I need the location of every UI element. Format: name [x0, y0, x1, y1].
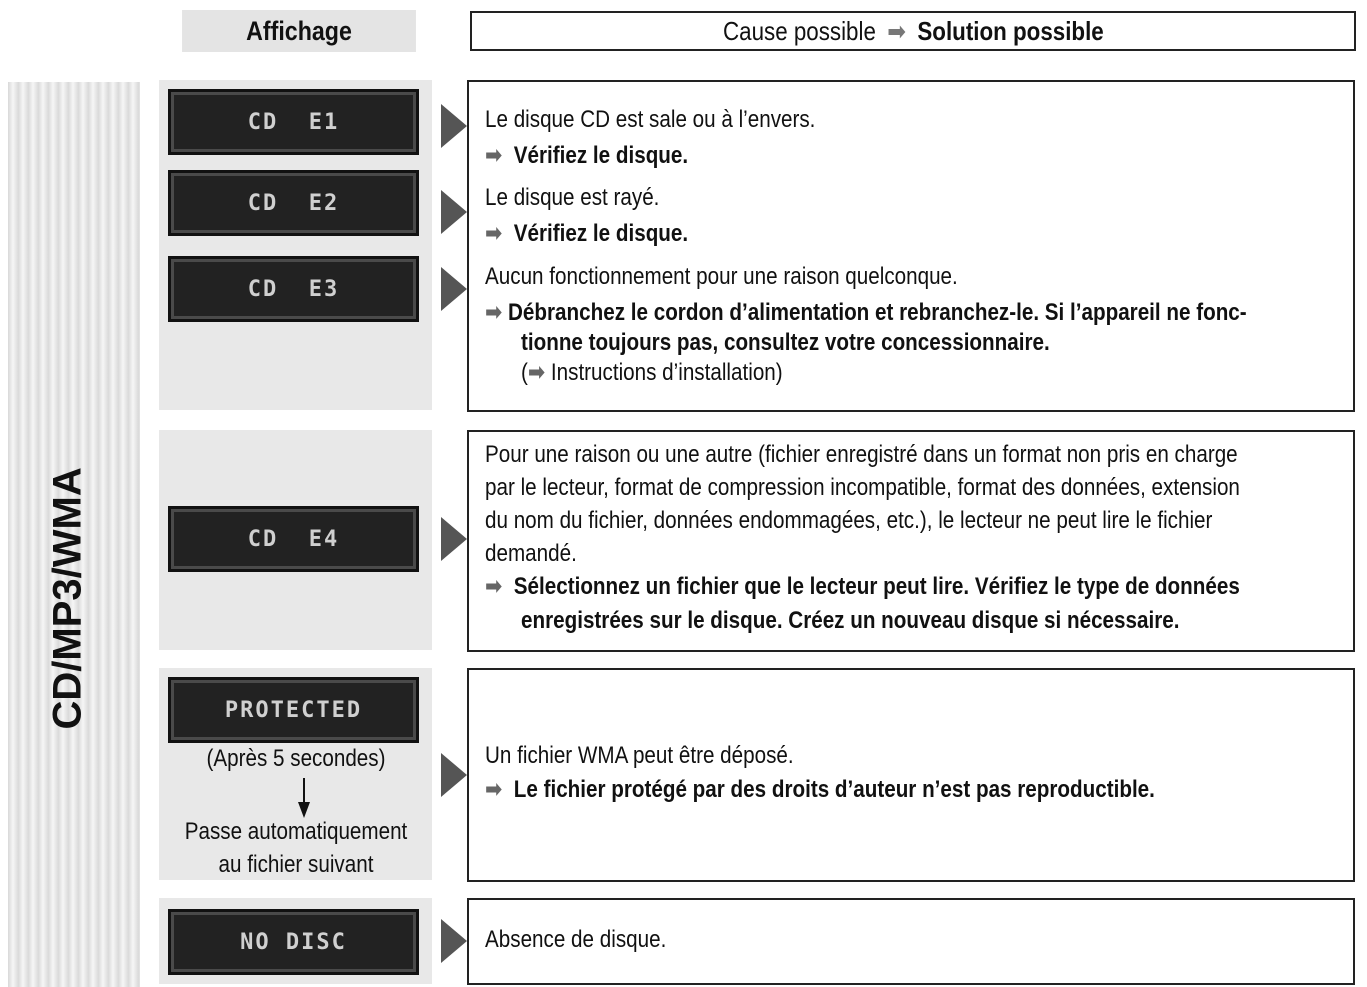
right-arrow-icon: ➡	[485, 220, 503, 247]
reference-text: Instructions d’installation)	[545, 359, 783, 386]
triangle-pointer-icon	[441, 267, 467, 311]
lcd-display-e1: CD E1	[168, 89, 419, 155]
triangle-pointer-icon	[441, 190, 467, 234]
display-column-header	[182, 10, 416, 52]
solution-e1-text: Vérifiez le disque.	[513, 142, 689, 169]
solution-e2-text: Vérifiez le disque.	[513, 220, 689, 247]
triangle-pointer-icon	[441, 753, 467, 797]
triangle-pointer-icon	[441, 517, 467, 561]
display-header-label: Affichage	[246, 15, 352, 46]
solution-box-protected	[467, 668, 1355, 882]
right-arrow-icon: ➡	[485, 776, 503, 803]
category-label: CD/MP3/WMA	[45, 467, 90, 730]
solution-e1	[485, 142, 688, 170]
cause-e4-line4: demandé.	[485, 540, 577, 567]
solution-e3-text-1: Débranchez le cordon d’alimentation et rebranchez-le. Si l’appareil ne fonc-	[508, 299, 1247, 326]
lcd-display-nodisc: NO DISC	[168, 909, 419, 975]
lcd-display-e4: CD E4	[168, 506, 419, 572]
protected-auto-note-line2: au fichier suivant	[218, 851, 374, 878]
cause-e2: Le disque est rayé.	[485, 184, 660, 211]
reference-e3	[521, 359, 783, 387]
down-arrow-icon	[297, 778, 311, 818]
triangle-pointer-icon	[441, 919, 467, 963]
solution-e3-text-2: tionne toujours pas, consultez votre concessionnaire.	[521, 329, 1050, 356]
cause-e4-line3: du nom du fichier, données endommagées, etc.), le lecteur ne peut lire le fichier	[485, 507, 1213, 534]
cause-e1: Le disque CD est sale ou à l’envers.	[485, 106, 816, 133]
right-arrow-icon: ➡	[886, 15, 906, 46]
solution-e3-line1	[485, 299, 1247, 327]
cause-e3: Aucun fonctionnement pour une raison quelconque.	[485, 263, 958, 290]
protected-auto-note-line1: Passe automatiquement	[184, 818, 408, 845]
right-arrow-icon: ➡	[485, 142, 503, 169]
solution-e4-text-1: Sélectionnez un fichier que le lecteur peut lire. Vérifiez le type de données	[513, 573, 1240, 600]
cause-e4-line2: par le lecteur, format de compression incompatible, format des données, extension	[485, 474, 1240, 501]
reference-open: (	[521, 359, 528, 386]
right-arrow-icon: ➡	[485, 299, 503, 326]
solution-e2	[485, 220, 688, 248]
category-sidebar	[8, 82, 140, 987]
solution-protected-text: Le fichier protégé par des droits d’auteur n’est pas reproductible.	[513, 776, 1155, 803]
protected-delay-note: (Après 5 secondes)	[206, 745, 386, 772]
lcd-display-e2: CD E2	[168, 170, 419, 236]
triangle-pointer-icon	[441, 104, 467, 148]
cause-nodisc: Absence de disque.	[485, 926, 667, 953]
solution-e4-line1	[485, 573, 1240, 601]
solution-e4-text-2: enregistrées sur le disque. Créez un nouveau disque si nécessaire.	[521, 607, 1180, 634]
lcd-display-protected: PROTECTED	[168, 677, 419, 743]
right-arrow-icon: ➡	[485, 573, 503, 600]
cause-header-label: Cause possible	[722, 15, 876, 46]
cause-protected: Un fichier WMA peut être déposé.	[485, 742, 794, 769]
solution-header-label: Solution possible	[917, 15, 1104, 46]
lcd-display-e3: CD E3	[168, 256, 419, 322]
cause-solution-column-header	[470, 11, 1356, 51]
cause-e4-line1: Pour une raison ou une autre (fichier enregistré dans un format non pris en charge	[485, 441, 1238, 468]
solution-protected	[485, 776, 1155, 804]
right-arrow-icon: ➡	[527, 359, 546, 386]
